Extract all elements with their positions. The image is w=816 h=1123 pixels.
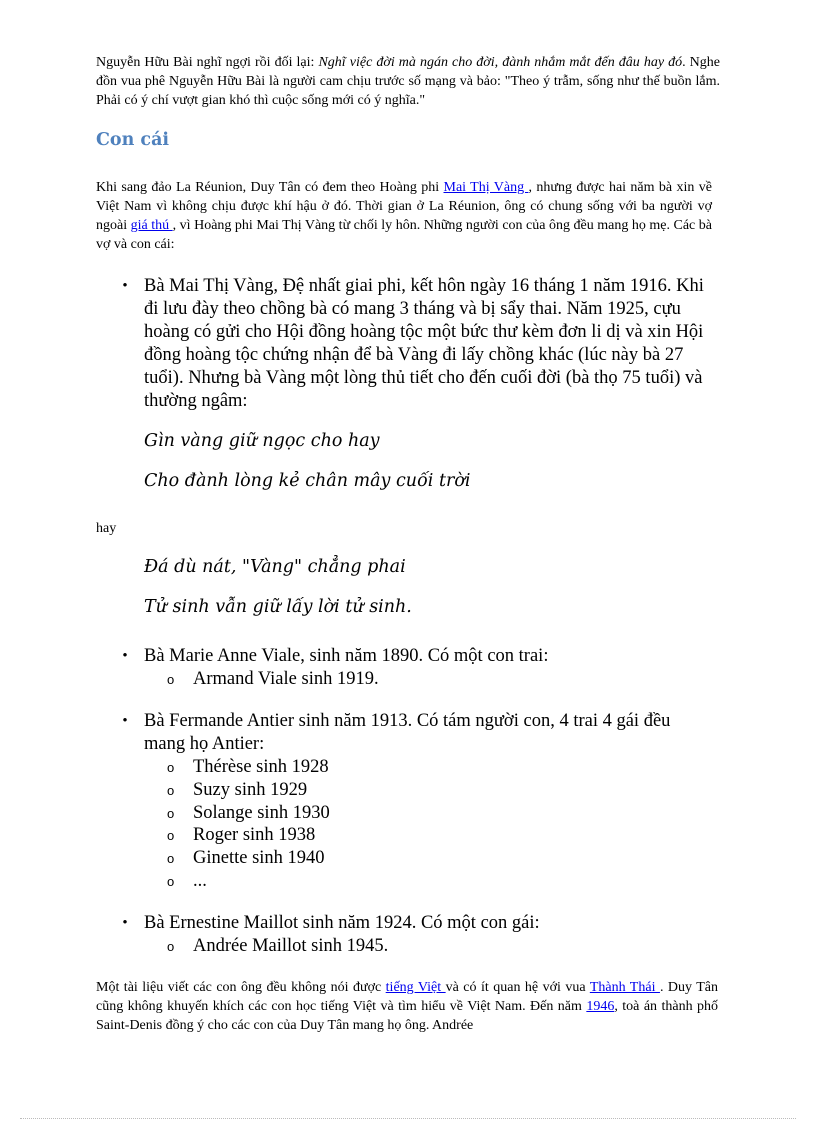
child-text: Suzy sinh 1929	[193, 780, 308, 800]
list-item-child	[167, 756, 329, 779]
child-text: ...	[193, 871, 207, 891]
circle-bullet-icon: o	[167, 672, 175, 687]
link-thanh-thai[interactable]: Thành Thái	[589, 980, 660, 995]
link-tieng-viet[interactable]: tiếng Việt	[385, 980, 446, 995]
list-item-child	[167, 779, 308, 802]
bullet-icon: •	[122, 648, 128, 664]
child-text: Armand Viale sinh 1919.	[193, 669, 379, 689]
circle-bullet-icon: o	[167, 874, 175, 889]
circle-bullet-icon: o	[167, 939, 175, 954]
child-text: Ginette sinh 1940	[193, 848, 325, 868]
list-item-wife-2	[122, 645, 712, 668]
circle-bullet-icon: o	[167, 783, 175, 798]
child-text: Thérèse sinh 1928	[193, 757, 329, 777]
circle-bullet-icon: o	[167, 828, 175, 843]
poem-line: Gìn vàng giữ ngọc cho hay	[144, 431, 380, 451]
list-item-child	[167, 824, 316, 847]
para3-text-mid: và có ít quan hệ với vua	[445, 980, 590, 995]
intro-text: Nguyễn Hữu Bài nghĩ ngợi rồi đối lại:	[96, 55, 319, 70]
para3-text: Một tài liệu viết các con ông đều không nói được	[96, 980, 386, 995]
list-item-child	[167, 847, 325, 870]
intro-text-rest: . Nghe đồn vua phê Nguyễn Hữu Bài là người cam chịu trước số mạng và bảo: "Theo ý trẫm, sống như thế buồn lắm. Phải có ý chí vượt gian khó thì cuộc sống mới có ý nghĩa."	[96, 55, 720, 108]
list-item-child	[167, 870, 207, 893]
para3-text-end: , toà án thành phố Saint-Denis đồng ý cho các con của Duy Tân mang họ ông. Andrée	[96, 999, 718, 1033]
wife-2-text: Bà Marie Anne Viale, sinh năm 1890. Có một con trai:	[144, 646, 549, 666]
wife-3-text: Bà Fermande Antier sinh năm 1913. Có tám người con, 4 trai 4 gái đều mang họ Antier:	[144, 711, 671, 754]
para3-text-mid2: . Duy Tân cũng không khuyến khích các con học tiếng Việt và tìm hiểu về Việt Nam. Đến năm	[96, 980, 719, 1014]
bullet-icon: •	[122, 915, 128, 931]
child-text: Roger sinh 1938	[193, 825, 316, 845]
para2-text: Khi sang đảo La Réunion, Duy Tân có đem theo Hoàng phi	[96, 180, 444, 195]
poem-line: Đá dù nát, "Vàng" chẳng phai	[144, 557, 406, 577]
child-text: Solange sinh 1930	[193, 803, 330, 823]
children-intro-paragraph	[96, 178, 712, 254]
bullet-icon: •	[122, 713, 128, 729]
closing-paragraph	[96, 978, 718, 1035]
poem-line: Cho đành lòng kẻ chân mây cuối trời	[144, 471, 471, 491]
para2-text-mid: , nhưng được hai năm bà xin về Việt Nam vì không chịu được khí hậu ở đó. Thời gian ở La Réunion, ông có chung sống với ba người vợ ngoài	[96, 180, 713, 233]
link-mai-thi-vang[interactable]: Mai Thị Vàng	[443, 180, 529, 195]
circle-bullet-icon: o	[167, 851, 175, 866]
list-item-wife-4	[122, 912, 712, 935]
circle-bullet-icon: o	[167, 806, 175, 821]
circle-bullet-icon: o	[167, 760, 175, 775]
child-text: Andrée Maillot sinh 1945.	[193, 936, 389, 956]
link-1946[interactable]: 1946	[586, 999, 615, 1014]
bullet-icon: •	[122, 278, 128, 294]
section-heading: Con cái	[96, 130, 170, 150]
list-item-child	[167, 802, 330, 825]
intro-quote: Nghĩ việc đời mà ngán cho đời, đành nhắm mắt đến đâu hay đó	[318, 55, 683, 70]
intro-paragraph	[96, 53, 720, 110]
list-item-child	[167, 668, 379, 691]
list-item-wife-1	[122, 275, 712, 413]
wife-4-text: Bà Ernestine Maillot sinh năm 1924. Có một con gái:	[144, 913, 540, 933]
connector-text: hay	[96, 521, 117, 536]
page-bottom-divider	[20, 1118, 796, 1119]
para2-text-end: , vì Hoàng phi Mai Thị Vàng từ chối ly hôn. Những người con của ông đều mang họ mẹ. Các bà vợ và con cái:	[96, 218, 712, 252]
poem-line: Tử sinh vẫn giữ lấy lời tử sinh.	[144, 597, 412, 617]
list-item-wife-3	[122, 710, 712, 756]
link-gia-thu[interactable]: giá thú	[130, 218, 173, 233]
wife-1-text: Bà Mai Thị Vàng, Đệ nhất giai phi, kết hôn ngày 16 tháng 1 năm 1916. Khi đi lưu đày theo chồng bà có mang 3 tháng và bị sẩy thai. Năm 1925, cựu hoàng có gửi cho Hội đồng hoàng tộc một bức thư kèm đơn li dị và xin Hội đồng hoàng tộc chứng nhận để bà Vàng đi lấy chồng khác (lúc này bà 27 tuổi). Nhưng bà Vàng một lòng thủ tiết cho đến cuối đời (bà thọ 75 tuổi) và thường ngâm:	[144, 276, 704, 411]
list-item-child	[167, 935, 389, 958]
